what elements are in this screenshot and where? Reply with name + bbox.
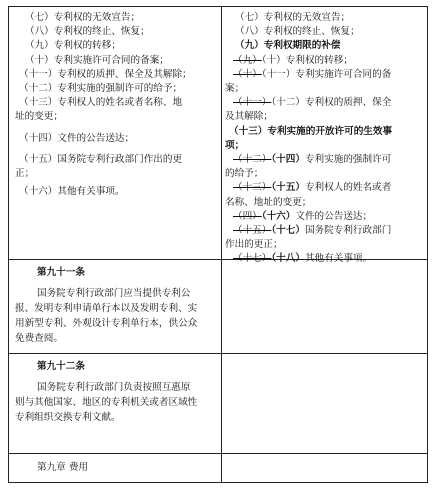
deleted-number: （九）: [233, 54, 262, 66]
inserted-number: （十五）: [271, 182, 305, 194]
inserted-item: （十三）专利实施的开放许可的生效事: [229, 125, 393, 137]
list-item-continued: 作出的更正；: [225, 239, 283, 251]
list-item: （十二）（十四）专利实施的强制许可: [233, 154, 392, 166]
list-item-continued: 正；: [15, 168, 35, 180]
list-item: （十四）文件的公告送达；: [19, 132, 135, 144]
list-item: （九）专利权的转移；: [25, 40, 121, 52]
list-item: （九）（十）专利权的转移；: [233, 54, 353, 66]
deleted-number: （十二）: [233, 154, 272, 166]
list-item: （十三）（十五）专利权人的姓名或者: [233, 182, 392, 194]
inserted-item-continued: 项；: [225, 139, 245, 151]
paragraph-line: 免费查阅。: [15, 333, 63, 344]
list-item: （十五）（十七）国务院专利行政部门: [233, 225, 392, 237]
list-item-continued: 案；: [225, 83, 245, 95]
column-divider: [221, 7, 222, 482]
deleted-number: （十七）: [233, 253, 272, 265]
paragraph-line: 则与其他国家、地区的专利机关或者区域性: [15, 397, 198, 408]
comparison-table: [8, 6, 428, 483]
list-item: （十五）国务院专利行政部门作出的更: [19, 153, 183, 165]
deleted-number: （十一）: [233, 97, 272, 109]
list-item: （十七）（十八）其他有关事项。: [233, 253, 373, 265]
paragraph-line: 用新型专利、外观设计专利单行本，供公众: [15, 318, 198, 329]
list-item-continued: 及其解除；: [225, 111, 273, 123]
list-item: （十一）（十二）专利权的质押、保全: [233, 97, 392, 109]
list-item: （七）专利权的无效宣告；: [25, 12, 141, 23]
deleted-number: （十）: [233, 68, 262, 80]
list-item: （四）（十六）文件的公告送达；: [233, 210, 373, 222]
list-item: （十二）专利实施的强制许可的给予；: [19, 83, 183, 95]
inserted-number: （十六）: [261, 210, 296, 222]
list-item: （十三）专利权人的姓名或者名称、地: [19, 97, 183, 109]
list-item: （十）专利实施许可合同的备案；: [25, 54, 169, 66]
list-item-continued: 名称、地址的变更；: [225, 196, 312, 208]
inserted-item: （九）专利权期限的补偿: [235, 40, 341, 52]
list-item: （十一）专利权的质押、保全及其解除；: [19, 68, 192, 80]
list-item-continued: 的给予；: [225, 168, 264, 180]
article-91-cell: [15, 265, 219, 346]
list-item: （八）专利权的终止、恢复；: [235, 26, 360, 38]
inserted-number: （十七）: [271, 225, 305, 237]
chapter-cell: [15, 461, 219, 475]
paragraph-line: 报、发明专利申请单行本以及发明专利、实: [15, 303, 198, 314]
deleted-number: （十五）: [233, 225, 272, 237]
inserted-number: （十八）: [271, 253, 305, 265]
paragraph-line: 国务院专利行政部门应当提供专利公: [37, 288, 191, 299]
paragraph-line: 国务院专利行政部门负责按照互惠原: [37, 382, 191, 393]
left-top-cell: [15, 11, 219, 199]
list-item-continued: 址的变更；: [15, 111, 63, 123]
row-divider-2: [9, 353, 427, 354]
list-item: （八）专利权的终止、恢复；: [25, 26, 150, 38]
paragraph-line: 专利组织交换专利文献。: [15, 412, 121, 423]
list-item: （十）（十一）专利实施许可合同的备: [233, 68, 392, 80]
deleted-number: （十三）: [233, 182, 272, 194]
article-92-cell: [15, 359, 219, 425]
list-item: （十六）其他有关事项。: [19, 186, 125, 198]
article-heading: 第九十二条: [37, 361, 85, 372]
list-item: （七）专利权的无效宣告；: [235, 12, 351, 23]
right-top-cell: [225, 11, 427, 267]
chapter-heading: 第九章 费用: [37, 462, 89, 473]
article-heading: 第九十一条: [37, 267, 85, 278]
row-divider-3: [9, 453, 427, 454]
inserted-number: （十四）: [271, 154, 305, 166]
deleted-number: （四）: [233, 210, 262, 222]
